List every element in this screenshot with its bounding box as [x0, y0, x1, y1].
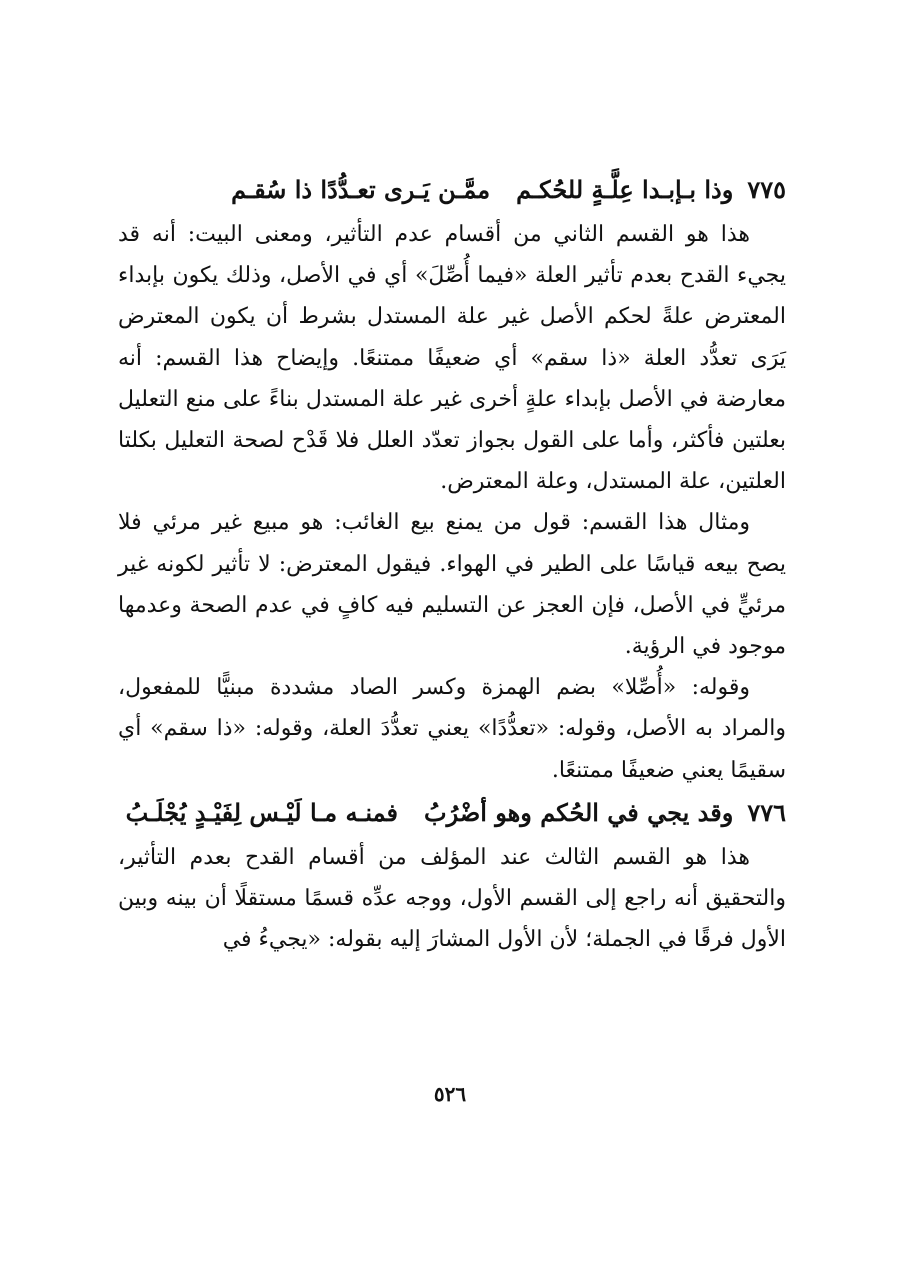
commentary-paragraph: هذا هو القسم الثالث عند المؤلف من أقسام القدح بعدم التأثير، والتحقيق أنه راجع إلى القسم الأول، ووجه عدِّه قسمًا مستقلًا أن بينه وبين الأول فرقًا في الجملة؛ لأن الأول المشارَ إليه بقوله: «يجيءُ في — [118, 844, 786, 953]
verse-second-hemistich: ممَّـن يَـرى تعـدُّدًا ذا سُقـم — [231, 175, 491, 204]
page-number: ٥٢٦ — [433, 1082, 467, 1106]
verse-number: ٧٧٦ — [747, 797, 786, 827]
verse-first-hemistich: وذا بـإبـدا عِلَّـةٍ للحُكـم — [516, 175, 734, 204]
commentary-paragraph: هذا هو القسم الثاني من أقسام عدم التأثير، ومعنى البيت: أنه قد يجيء القدح بعدم تأثير العلة «فيما أُصِّلَ» أي في الأصل، وذلك يكون بإبداء المعترض علةً لحكم الأصل غير علة المستدل بشرط أن يكون المعترض يَرَى تعدُّد العلة «ذا سقم» أي ضعيفًا ممتنعًا. وإيضاح هذا القسم: أنه معارضة في الأصل بإبداء علةٍ أخرى غير علة المستدل بناءً على منع التعليل بعلتين فأكثر، وأما على القول بجواز تعدّد العلل فلا قَدْح لصحة التعليل بكلتا العلتين، علة المستدل، وعلة المعترض. — [118, 222, 786, 495]
verse-number: ٧٧٥ — [747, 175, 786, 204]
verse-776 — [118, 791, 786, 835]
page-content — [118, 168, 786, 960]
verse-second-hemistich: فمنـه مـا لَيْـس لِفَيْـدٍ يُجْلَـبُ — [125, 797, 398, 827]
commentary-paragraph: ومثال هذا القسم: قول من يمنع بيع الغائب: هو مبيع غير مرئي فلا يصح بيعه قياسًا على الطير في الهواء. فيقول المعترض: لا تأثير لكونه غير مرئيٍّ في الأصل، فإن العجز عن التسليم فيه كافٍ في عدم الصحة وعدمها موجود في الرؤية. — [118, 510, 786, 660]
verse-775 — [118, 168, 786, 212]
verse-first-hemistich: وقد يجي في الحُكم وهو أضْرُبُ — [424, 797, 734, 827]
commentary-paragraph: وقوله: «أُصِّلا» بضم الهمزة وكسر الصاد مشددة مبنيًّا للمفعول، والمراد به الأصل، وقوله: «تعدُّدًا» يعني تعدُّدَ العلة، وقوله: «ذا سقم» أي سقيمًا يعني ضعيفًا ممتنعًا. — [118, 675, 786, 783]
